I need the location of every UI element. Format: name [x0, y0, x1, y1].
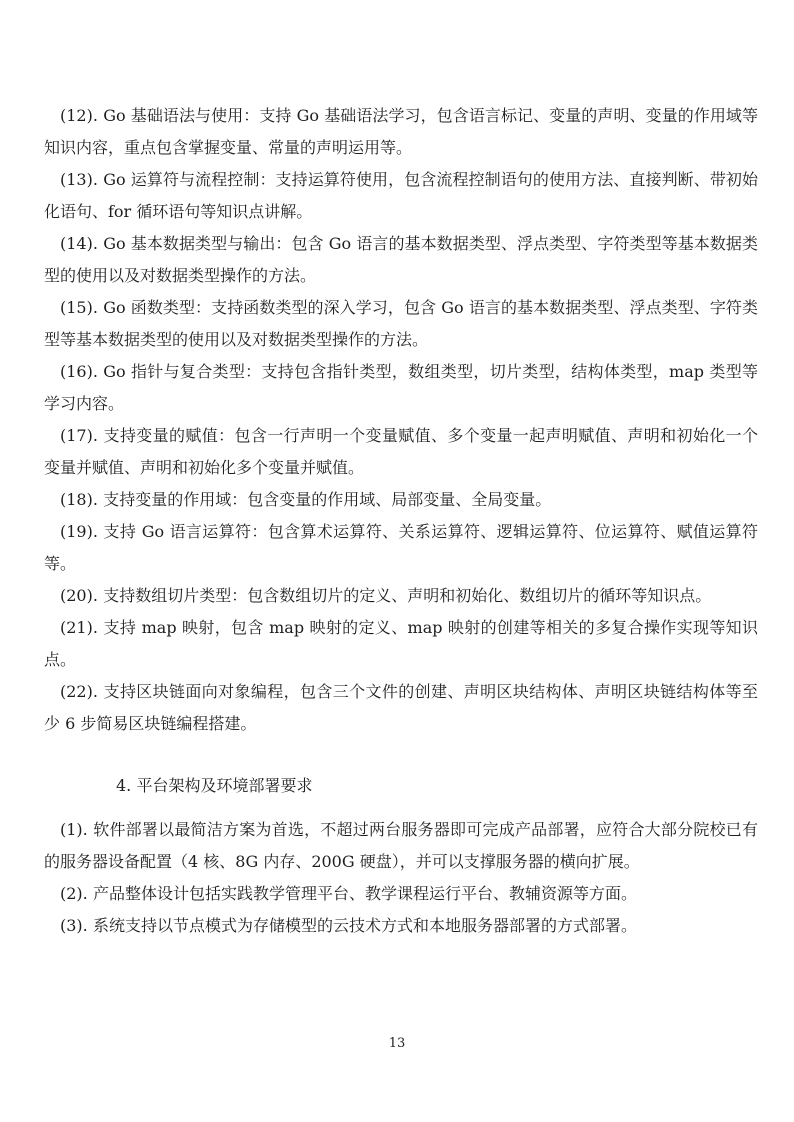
- item-text: Go 函数类型：支持函数类型的深入学习，包含 Go 语言的基本数据类型、浮点类型、字符类型等基本数据类型的使用以及对数据类型操作的方法。: [44, 298, 758, 349]
- list-item-16: [44, 356, 758, 420]
- item-text: Go 运算符与流程控制：支持运算符使用，包含流程控制语句的使用方法、直接判断、带初始化语句、for 循环语句等知识点讲解。: [44, 170, 758, 221]
- deploy-item-1: [44, 814, 758, 878]
- item-text: 系统支持以节点模式为存储模型的云技术方式和本地服务器部署的方式部署。: [93, 916, 638, 935]
- deploy-item-3: [44, 910, 758, 942]
- item-number: (17).: [60, 426, 98, 445]
- item-number: (19).: [60, 522, 98, 541]
- item-number: (1).: [60, 820, 88, 839]
- list-item-12: [44, 100, 758, 164]
- item-text: 支持变量的作用域：包含变量的作用域、局部变量、全局变量。: [103, 490, 552, 509]
- list-item-20: [44, 580, 758, 612]
- list-item-15: [44, 292, 758, 356]
- item-text: 支持区块链面向对象编程，包含三个文件的创建、声明区块结构体、声明区块链结构体等至少 6 步简易区块链编程搭建。: [44, 682, 758, 733]
- list-item-21: [44, 612, 758, 676]
- item-number: (14).: [60, 234, 98, 253]
- item-number: (3).: [60, 916, 88, 935]
- item-number: (13).: [60, 170, 98, 189]
- item-number: (2).: [60, 884, 88, 903]
- list-item-13: [44, 164, 758, 228]
- item-text: 产品整体设计包括实践教学管理平台、教学课程运行平台、教辅资源等方面。: [93, 884, 638, 903]
- item-text: 支持数组切片类型：包含数组切片的定义、声明和初始化、数组切片的循环等知识点。: [103, 586, 712, 605]
- list-item-22: [44, 676, 758, 740]
- item-text: Go 基础语法与使用：支持 Go 基础语法学习，包含语言标记、变量的声明、变量的作用域等知识内容，重点包含掌握变量、常量的声明运用等。: [44, 106, 758, 157]
- section-heading: [44, 770, 758, 802]
- list-item-19: [44, 516, 758, 580]
- item-text: 支持 Go 语言运算符：包含算术运算符、关系运算符、逻辑运算符、位运算符、赋值运算符等。: [44, 522, 758, 573]
- item-number: (12).: [60, 106, 98, 125]
- document-body: [44, 100, 758, 942]
- deploy-item-2: [44, 878, 758, 910]
- item-text: 支持变量的赋值：包含一行声明一个变量赋值、多个变量一起声明赋值、声明和初始化一个变量并赋值、声明和初始化多个变量并赋值。: [44, 426, 758, 477]
- item-text: Go 指针与复合类型：支持包含指针类型，数组类型，切片类型，结构体类型，map 类型等学习内容。: [44, 362, 758, 413]
- item-text: Go 基本数据类型与输出：包含 Go 语言的基本数据类型、浮点类型、字符类型等基本数据类型的使用以及对数据类型操作的方法。: [44, 234, 758, 285]
- item-text: 支持 map 映射，包含 map 映射的定义、map 映射的创建等相关的多复合操作实现等知识点。: [44, 618, 758, 669]
- list-item-17: [44, 420, 758, 484]
- list-item-14: [44, 228, 758, 292]
- item-number: (20).: [60, 586, 98, 605]
- page-number: 13: [388, 1036, 406, 1051]
- item-number: (15).: [60, 298, 98, 317]
- item-number: (22).: [60, 682, 98, 701]
- section-title: 平台架构及环境部署要求: [136, 776, 313, 795]
- section-number: 4.: [116, 776, 132, 795]
- item-number: (21).: [60, 618, 98, 637]
- list-item-18: [44, 484, 758, 516]
- item-number: (18).: [60, 490, 98, 509]
- item-text: 软件部署以最简洁方案为首选，不超过两台服务器即可完成产品部署，应符合大部分院校已有的服务器设备配置（4 核、8G 内存、200G 硬盘），并可以支撑服务器的横向扩展。: [44, 820, 758, 871]
- item-number: (16).: [60, 362, 98, 381]
